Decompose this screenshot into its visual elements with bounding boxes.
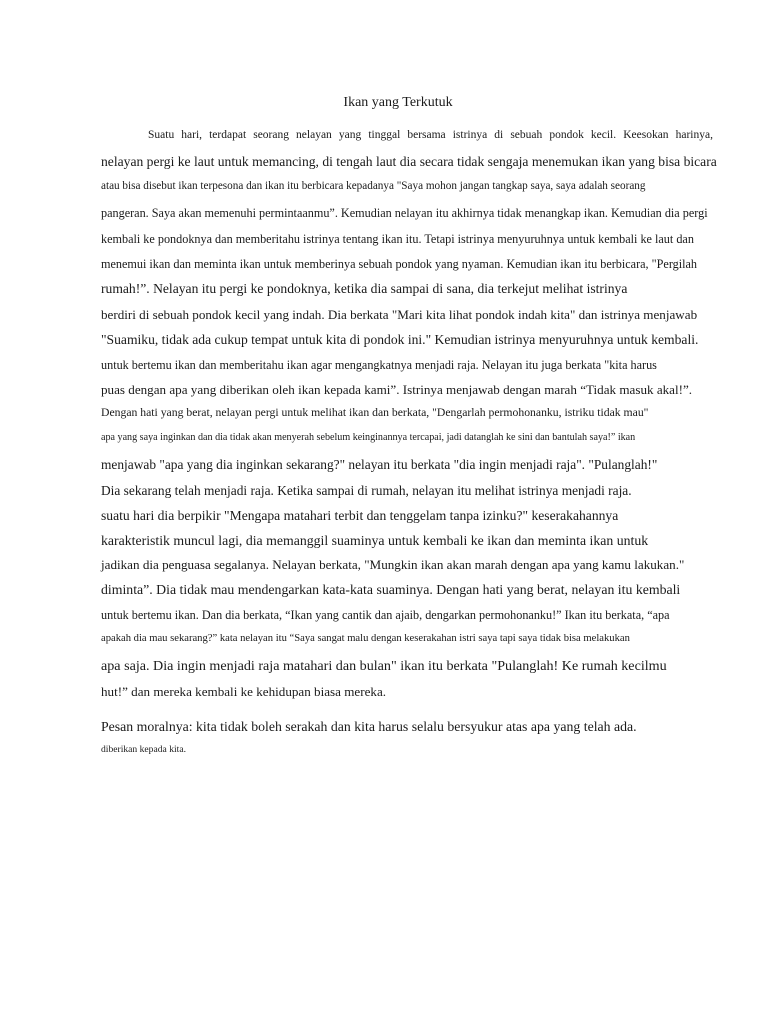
moral-line: Pesan moralnya: kita tidak boleh serakah dan kita harus selalu bersyukur atas apa yang telah ada.: [101, 719, 637, 734]
paragraph-line-14: menjawab "apa yang dia inginkan sekarang?" nelayan itu berkata "dia ingin menjadi raja". "Pulanglah!": [101, 457, 658, 472]
paragraph-line-18: jadikan dia penguasa segalanya. Nelayan berkata, "Mungkin ikan akan marah dengan apa yang kamu lakukan.": [101, 557, 685, 572]
paragraph-line-13: apa yang saya inginkan dan dia tidak akan menyerah sebelum keinginannya tercapai, jadi datanglah ke sini dan bantulah saya!” ikan: [101, 432, 636, 443]
paragraph-line-16: suatu hari dia berpikir "Mengapa matahari terbit dan tenggelam tanpa izinku?" keserakahannya: [101, 508, 619, 523]
paragraph-line-21: apakah dia mau sekarang?” kata nelayan itu “Saya sangat malu dengan keserakahan istri saya tapi saya tidak bisa melakukan: [101, 633, 630, 644]
paragraph-line-3: atau bisa disebut ikan terpesona dan ikan itu berbicara kepadanya "Saya mohon jangan tangkap saya, saya adalah seorang: [101, 180, 646, 192]
paragraph-line-7: rumah!”. Nelayan itu pergi ke pondoknya, ketika dia sampai di sana, dia terkejut melihat istrinya: [101, 281, 628, 296]
paragraph-line-6: menemui ikan dan meminta ikan untuk memberinya sebuah pondok yang nyaman. Kemudian ikan itu berbicara, "Pergilah: [101, 257, 698, 271]
paragraph-line-19: diminta”. Dia tidak mau mendengarkan kata-kata suaminya. Dengan hati yang berat, nelayan itu kembali: [101, 582, 681, 597]
paragraph-line-10: untuk bertemu ikan dan memberitahu ikan agar mengangkatnya menjadi raja. Nelayan itu juga berkata "kita harus: [101, 358, 657, 372]
moral-line-continued: diberikan kepada kita.: [101, 744, 186, 755]
paragraph-line-2: nelayan pergi ke laut untuk memancing, di tengah laut dia secara tidak sengaja menemukan ikan yang bisa bicara: [101, 154, 717, 169]
paragraph-line-5: kembali ke pondoknya dan memberitahu istrinya tentang ikan itu. Tetapi istrinya menyuruhnya untuk kembali ke laut dan: [101, 232, 694, 246]
paragraph-line-17: karakteristik muncul lagi, dia memanggil suaminya untuk kembali ke ikan dan meminta ikan untuk: [101, 533, 649, 548]
paragraph-line-9: "Suamiku, tidak ada cukup tempat untuk kita di pondok ini." Kemudian istrinya menyuruhnya untuk kembali.: [101, 332, 699, 347]
paragraph-line-20: untuk bertemu ikan. Dan dia berkata, “Ikan yang cantik dan ajaib, dengarkan permohonanku!” Ikan itu berkata, “apa: [101, 608, 670, 622]
paragraph-line-15: Dia sekarang telah menjadi raja. Ketika sampai di rumah, nelayan itu melihat istrinya menjadi raja.: [101, 483, 632, 498]
paragraph-line-1: Suatu hari, terdapat seorang nelayan yang tinggal bersama istrinya di sebuah pondok kecil. Keesokan harinya,: [148, 129, 713, 141]
paragraph-line-22: apa saja. Dia ingin menjadi raja matahari dan bulan" ikan itu berkata "Pulanglah! Ke rumah kecilmu: [101, 658, 667, 674]
paragraph-line-11: puas dengan apa yang diberikan oleh ikan kepada kami”. Istrinya menjawab dengan marah “Tidak masuk akal!”.: [101, 382, 693, 397]
paragraph-line-4: pangeran. Saya akan memenuhi permintaanmu”. Kemudian nelayan itu akhirnya tidak menangkap ikan. Kemudian dia pergi: [101, 206, 708, 220]
paragraph-line-23: hut!” dan mereka kembali ke kehidupan biasa mereka.: [101, 684, 387, 699]
document-title: Ikan yang Terkutuk: [343, 95, 453, 110]
paragraph-line-12: Dengan hati yang berat, nelayan pergi untuk melihat ikan dan berkata, "Dengarlah permohonanku, istriku tidak mau": [101, 406, 649, 419]
paragraph-line-8: berdiri di sebuah pondok kecil yang indah. Dia berkata "Mari kita lihat pondok indah kita" dan istrinya menjawab: [101, 307, 698, 322]
